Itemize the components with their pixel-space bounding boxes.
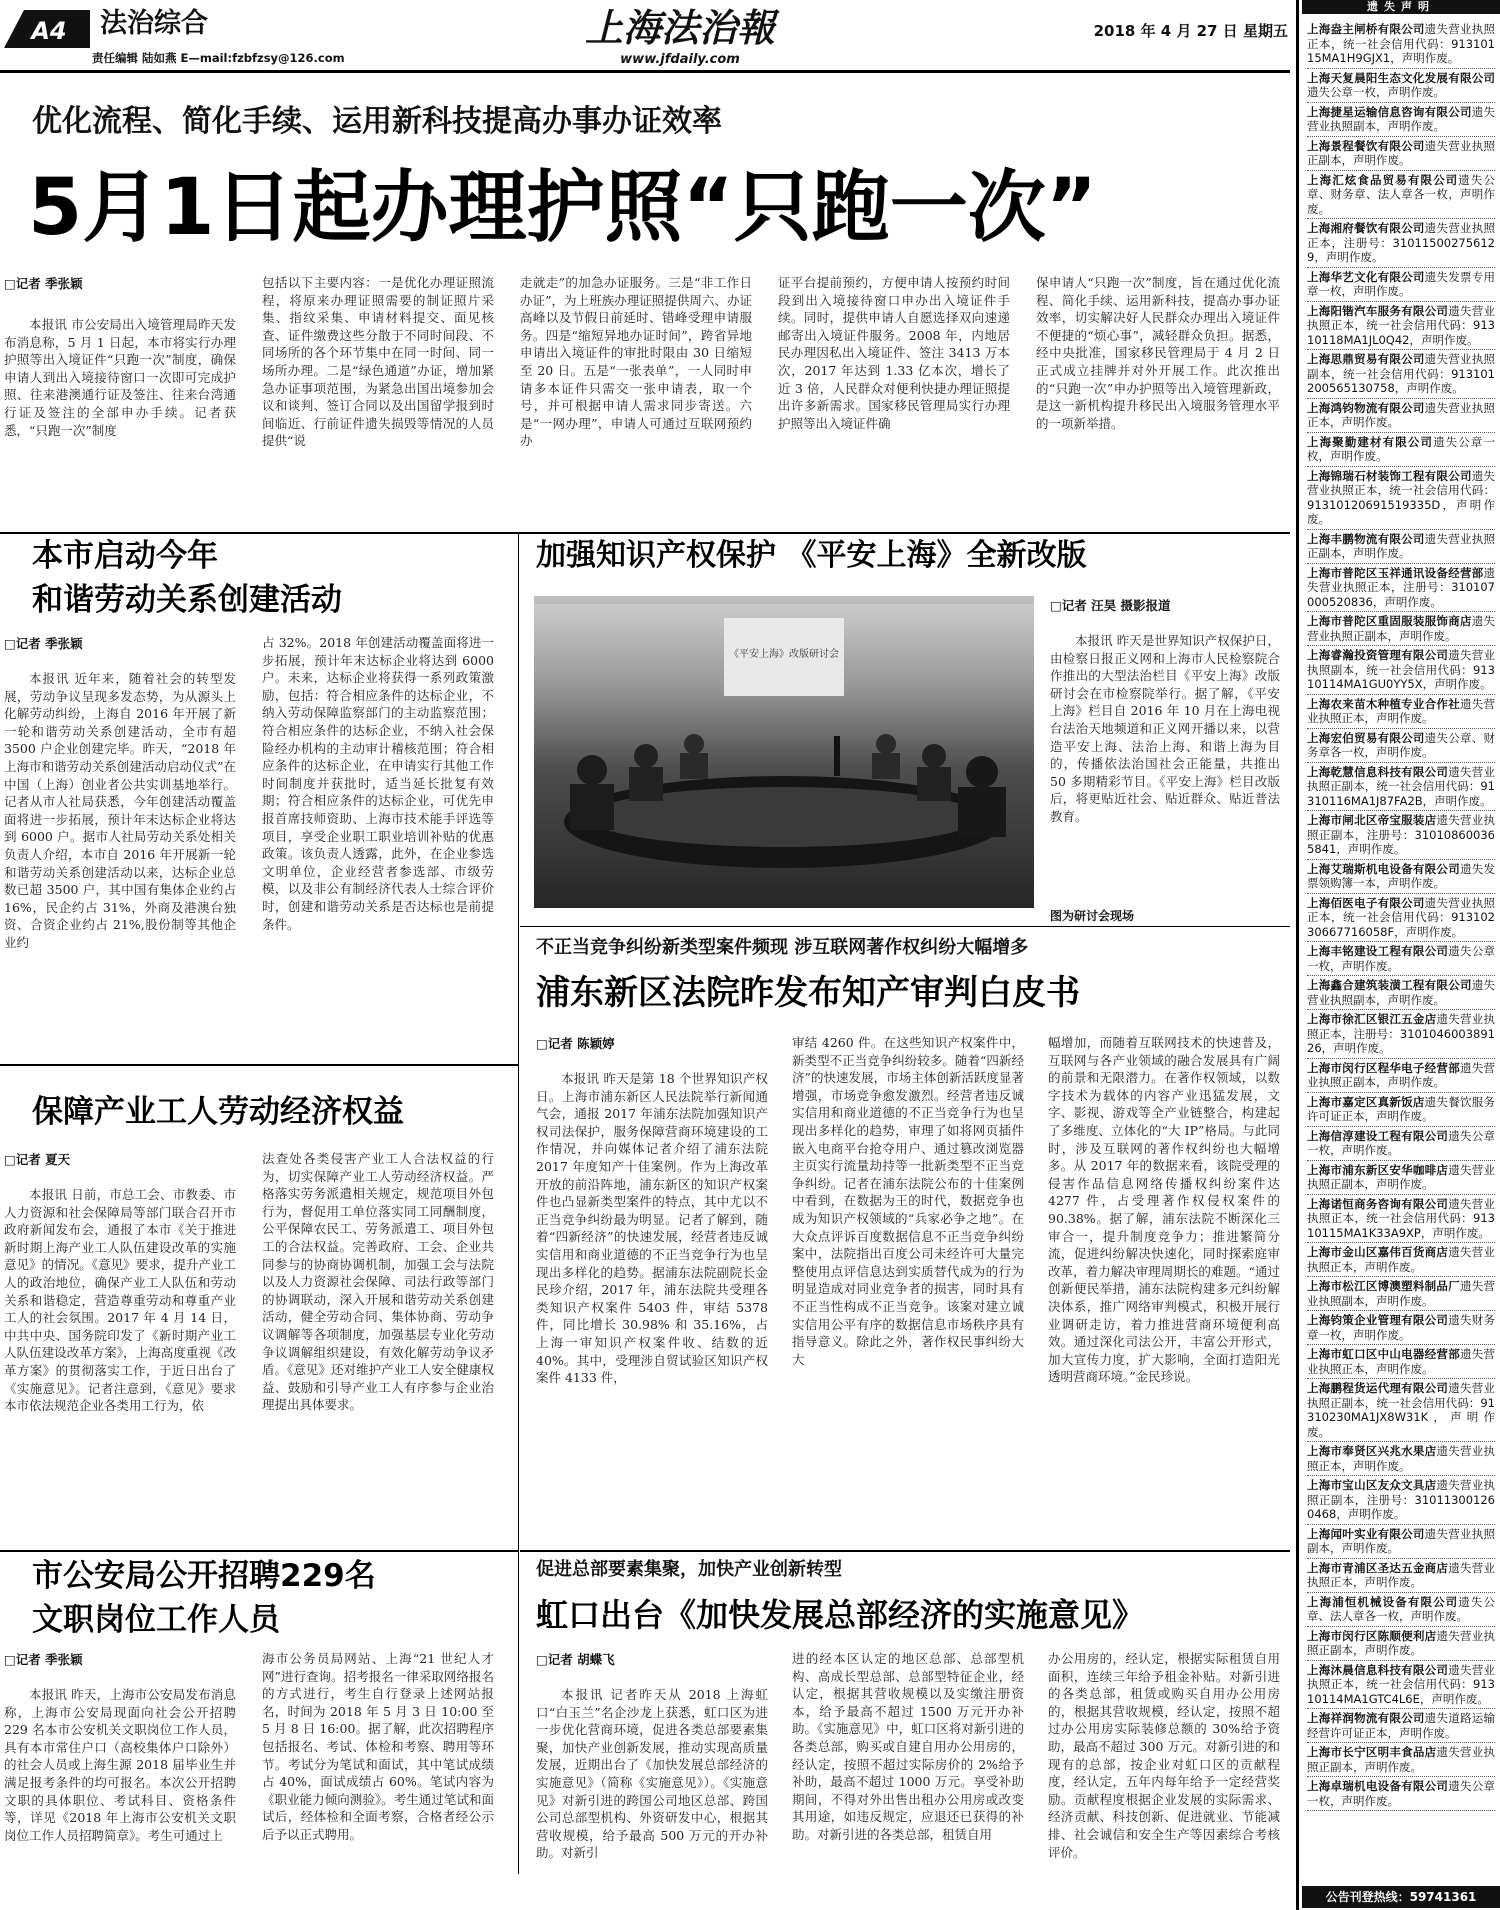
notice-company: 上海浦恒机械设备有限公司 bbox=[1307, 1594, 1459, 1609]
notice-company: 上海景程餐饮有限公司 bbox=[1307, 138, 1425, 153]
notice-company: 上海市徐汇区银江五金店 bbox=[1307, 1012, 1437, 1026]
notice-company: 上海市奉贤区兴兆水果店 bbox=[1307, 1444, 1437, 1458]
notice-item bbox=[1307, 729, 1495, 763]
notice-item bbox=[1307, 1777, 1495, 1811]
notice-text: 遗失发票专用章一枚，声明作废。 bbox=[1307, 269, 1496, 298]
notice-item bbox=[1307, 69, 1495, 103]
notice-text: 遗失公章、财务章各一枚，声明作废。 bbox=[1307, 730, 1496, 759]
notice-item bbox=[1307, 646, 1495, 695]
meeting-photo bbox=[534, 596, 1034, 908]
pudong-col-2 bbox=[792, 1034, 1024, 1548]
ip-body-text: 本报讯 昨天是世界知识产权保护日，由检察日报正义网和上海市人民检察院合作推出的大型法治栏目《平安上海》改版研讨会在市检察院举行。据了解，《平安上海》栏目自 2016 年 10 月在上海电视台法治天地频道和正义网开播以来，以营造平安上海、法治上海、和谐上海为目的，传播依法治国社会正能量，共推出 50 多期精彩节目。《平安上海》栏目改版后，将更贴近社会、贴近群众、贴近普法教育。 bbox=[1050, 633, 1280, 824]
notice-item bbox=[1307, 612, 1495, 646]
notice-text: 遗失营业执照正副本，注册号：310113001260468，声明作废。 bbox=[1307, 1478, 1496, 1521]
notice-text: 遗失营业执照正本，统一社会信用代码：91310115MA1H9GJX1，声明作废。 bbox=[1307, 22, 1496, 65]
lead-headline: 5月1日起办理护照“只跑一次” bbox=[28, 163, 1098, 253]
notice-company: 上海睿瀚投资管理有限公司 bbox=[1307, 648, 1449, 662]
notice-item bbox=[1307, 1593, 1495, 1627]
notice-item bbox=[1307, 103, 1495, 137]
notice-item bbox=[1307, 302, 1495, 351]
notice-company: 上海信淳建设工程有限公司 bbox=[1307, 1128, 1449, 1143]
masthead-rule bbox=[0, 70, 1290, 73]
notice-item bbox=[1307, 350, 1495, 399]
recruit-col-1-text: 本报讯 昨天，上海市公安局发布消息称，上海市公安局现面向社会公开招聘 229 名本市公安机关文职岗位工作人员，具有本市常住户口（高校集体户口除外）的社会人员或上海生源 2018 届毕业生并满足报考条件的均可报名。本次公开招聘文职的具体职位、考试科目、资格条件等，详见《2018 年上海市公安机关文职岗位工作人员招聘简章》。考生可通过上 bbox=[4, 1687, 236, 1843]
notice-item bbox=[1307, 1442, 1495, 1476]
notice-company: 上海市虹口区中山电器经营部 bbox=[1307, 1347, 1460, 1361]
notice-company: 上海聚勤建材有限公司 bbox=[1307, 434, 1434, 449]
left-column-divider bbox=[518, 534, 519, 1874]
notice-text: 遗失道路运输经营许可证正本，声明作废。 bbox=[1307, 1711, 1496, 1740]
labor-col-1-text: 本报讯 近年来，随着社会的转型发展，劳动争议呈现多发态势，为从源头上化解劳动纠纷，上海自 2016 年开展了新一轮和谐劳动关系创建活动，全市有超 3500 户企业创建完毕。昨天，“2018 年上海市和谐劳动关系创建活动启动仪式”在中国（上海）创业者公共实训基地举行。记者从市人社局获悉，今年创建活动覆盖面将进一步拓展，预计年末达标企业将达到 6000 户。据市人社局劳动关系处相关负责人介绍，本市自 2016 年开展新一轮和谐劳动关系创建活动以来，达标企业总数已超 3500 户，其中国有集体企业约占 16%，民企约占 31%，外商及港澳台独资、合资企业约占 21%,股份制等其他企业约 bbox=[4, 671, 236, 950]
notice-company: 上海湘府餐饮有限公司 bbox=[1307, 221, 1425, 235]
notice-text: 遗失营业执照正副本，统一社会信用代码：91310230MA1JX8W31K，声明作废。 bbox=[1307, 1381, 1496, 1439]
notice-text: 遗失营业执照正本，声明作废。 bbox=[1307, 1560, 1496, 1589]
website: www.jfdaily.com bbox=[620, 52, 740, 67]
hongkou-col-1-text: 本报讯 记者昨天从 2018 上海虹口“白玉兰”名企沙龙上获悉，虹口区为进一步优化营商环境，促进各类总部要素集聚，加快产业创新发展，推动实现高质量发展，近期出台了《加快发展总部经济的实施意见》（简称《实施意见》）。《实施意见》对新引进的跨国公司地区总部、跨国公司总部型机构、外资研发中心，根据其营收规模，给予最高 500 万元的开办补助。对新引 bbox=[536, 1687, 768, 1861]
recruit-headline-line-2: 文职岗位工作人员 bbox=[32, 1602, 280, 1638]
notice-text: 遗失营业执照副本，声明作废。 bbox=[1307, 1526, 1496, 1555]
notice-item bbox=[1307, 1161, 1495, 1195]
notice-text: 遗失发票领购簿一本，声明作废。 bbox=[1307, 861, 1496, 890]
notice-text: 遗失公章一枚，声明作废。 bbox=[1307, 1128, 1496, 1157]
notice-company: 上海阳锴汽车服务有限公司 bbox=[1307, 303, 1449, 318]
notice-text: 遗失营业执照正副本，声明作废。 bbox=[1307, 1162, 1496, 1191]
notice-company: 上海鑫合建筑装潢工程有限公司 bbox=[1307, 978, 1472, 992]
notice-text: 遗失营业执照正副本，注册号：310108600365841，声明作废。 bbox=[1307, 813, 1496, 856]
notice-item bbox=[1307, 1661, 1495, 1710]
pudong-col-2-text: 审结 4260 件。在这些知识产权案件中，新类型不正当竞争纠纷较多。随着“四新经济”的快速发展，市场主体创新活跃度显著增强，市场竞争愈发激烈。经营者违反诚实信用和商业道德的不正当竞争行为也呈现出多样化的趋势，审理了如将网页插件嵌入电商平台抢夺用户、通过篡改浏览器主页实行流量劫持等一批新类型不正当竞争纠纷。记者在浦东法院公布的十佳案例中看到，在数据为王的时代，数据竞争也成为知识产权领域的“兵家必争之地”。在大众点评诉百度数据信息不正当竞争纠纷案中，法院指出百度公司未经许可大量完整使用点评信息达到实质替代成为的行为明显造成对同业竞争者的损害，同时具有不正当性构成不正当竞争。该案对建立诚实信用公平有序的数据信息市场秩序具有指导意义。除此之外，著作权民事纠纷大大 bbox=[792, 1035, 1024, 1367]
hongkou-col-2 bbox=[792, 1650, 1024, 1906]
page-badge bbox=[0, 6, 92, 50]
pudong-col-3-text: 幅增加，而随着互联网技术的快速普及，互联网与各产业领域的融合发展具有广阔的前景和无限潜力。在著作权领域，以数字技术为载体的内容产业迅猛发展，文字、影视、游戏等全产业链整合，构建起了多维度、立体化的“大 IP”格局。与此同时，涉及互联网的著作权纠纷也大幅增多。从 2017 年的数据来看，该院受理的侵害作品信息网络传播权纠纷案件达 4277 件，占受理著作权侵权案件的 90.38%。据了解，浦东法院不断深化三审合一，提升制度竞争力；推进繁简分流，促进纠纷解决快速化，同时探索庭审改革，着力解决审理周期长的难题。“通过创新便民举措，浦东法院构建多元纠纷解决体系，推广网络审判模式，积极开展行业调研走访，着力推进营商环境便利高效。通过深化司法公开，丰富公开形式，加大宣传力度，扩大影响，全面打造阳光透明营商环境。”金民珍说。 bbox=[1048, 1035, 1280, 1385]
lead-col-5 bbox=[1036, 274, 1280, 528]
labor-headline-line-1: 本市启动今年 bbox=[32, 538, 218, 574]
notice-text: 遗失营业执照正本，注册号：310104600389126，声明作废。 bbox=[1307, 1012, 1496, 1055]
notice-item bbox=[1307, 1476, 1495, 1525]
notice-text: 遗失财务章一枚，声明作废。 bbox=[1307, 1313, 1496, 1342]
notice-company: 上海捷星运输信息咨询有限公司 bbox=[1307, 104, 1472, 119]
notice-company: 上海诺恒商务咨询有限公司 bbox=[1307, 1196, 1449, 1211]
notice-text: 遗失营业执照正本，统一社会信用代码：91310230667716058F，声明作废。 bbox=[1307, 895, 1496, 939]
labor-col-2-text: 占 32%。2018 年创建活动覆盖面将进一步拓展，预计年末达标企业将达到 6000 户。未来，达标企业将获得一系列政策激励，包括：符合相应条件的达标企业，不纳入劳动保障监察部门的主动监察范围；符合相应条件的达标企业，不纳入社会保险经办机构的主动审计稽核范围；符合相应条件的达标企业，在申请实行其他工作时间制度并获批时，适当延长批复有效期；符合相应条件的达标企业，可优先申报首席技师资助、上海市技术能手评选等项目，享受企业职工职业培训补贴的优惠政策。该负责人透露，此外，在企业参选文明单位，企业经营者参选部、市级劳模，以及非公有制经济代表人士综合评价时，创建和谐劳动关系是否达标也是前提条件。 bbox=[262, 635, 494, 932]
workers-col-1-text: 本报讯 日前，市总工会、市教委、市人力资源和社会保障局等部门联合召开市政府新闻发布会，通报了本市《关于推进新时期上海产业工人队伍建设改革的实施意见》的情况。《意见》要求，提升产业工人的政治地位，确保产业工人队伍和劳动关系和谐稳定，营造尊重劳动和尊重产业工人的社会氛围。2017 年 4 月 14 日，中共中央、国务院印发了《新时期产业工人队伍建设改革方案》，上海高度重视《改革方案》的贯彻落实工作，于近日出台了《实施意见》。记者注意到，《意见》要求本市依法规范企业各类用工行为，依 bbox=[4, 1187, 236, 1414]
notice-text: 遗失营业执照正本，注册号：310115002756129，声明作废。 bbox=[1307, 221, 1496, 264]
notice-company: 上海市浦东新区安华咖啡店 bbox=[1307, 1162, 1449, 1177]
notice-item bbox=[1307, 763, 1495, 812]
lead-col-4-text: 证平台提前预约，方便申请人按预约时间段到出入境接待窗口申办出入境证件手续。同时，提供申请人自愿选择双向速递邮寄出入境证件服务。2008 年，内地居民办理因私出入境证件、签注 3413 万本次，2017 年达到 1.33 亿本次，增长了近 3 倍，人民群众对便利快捷办理证照提出许多新需求。国家移民管理局实行办理护照等出入境证件确 bbox=[778, 275, 1010, 431]
notice-text: 遗失餐饮服务许可证正本，声明作废。 bbox=[1307, 1094, 1496, 1123]
hongkou-byline: □记者 胡蝶飞 bbox=[536, 1652, 615, 1667]
notice-company: 上海丰铭建设工程有限公司 bbox=[1307, 944, 1449, 958]
lead-col-2 bbox=[262, 274, 494, 528]
notice-company: 上海乾慧信息科技有限公司 bbox=[1307, 764, 1449, 779]
paper-nameplate: 上海法治報 bbox=[584, 5, 775, 50]
lead-col-5-text: 保申请人“只跑一次”制度，旨在通过优化流程、简化手续、运用新科技，提高办事办证效率，切实解决好人民群众办理出入境证件不便捷的“烦心事”，减轻群众负担。据悉，经中央批准，国家移民管理局于 4 月 2 日正式成立挂牌并对外开展工作。此次推出的“只跑一次”申办护照等出入境管理新政，是这一新机构提升移民出入境服务管理水平的一项新举措。 bbox=[1036, 275, 1280, 431]
workers-bottom-rule bbox=[0, 1550, 518, 1552]
notice-text: 遗失营业执照正副本，声明作废。 bbox=[1307, 1745, 1496, 1774]
notice-company: 上海锦瑞石材装饰工程有限公司 bbox=[1307, 468, 1472, 483]
notice-item bbox=[1307, 1311, 1495, 1345]
notice-item bbox=[1307, 1093, 1495, 1127]
notice-text: 遗失营业执照正本，统一社会信用代码：91310120691519335D，声明作废。 bbox=[1307, 468, 1496, 526]
notice-item bbox=[1307, 1743, 1495, 1777]
photo-caption: 图为研讨会现场 bbox=[1050, 909, 1135, 923]
notice-company: 上海思鼎贸易有限公司 bbox=[1307, 352, 1425, 366]
notice-company: 上海市闵行区程华电子经营部 bbox=[1307, 1060, 1460, 1075]
meeting-photo-art bbox=[534, 596, 1034, 908]
notice-item bbox=[1307, 399, 1495, 433]
ip-body bbox=[1050, 632, 1280, 908]
labor-headline-line-2: 和谐劳动关系创建活动 bbox=[32, 582, 342, 618]
notice-text: 遗失营业执照副本，统一社会信用代码：913101200565130758，声明作废。 bbox=[1307, 352, 1496, 395]
notice-text: 遗失营业执照正副本，声明作废。 bbox=[1307, 1628, 1496, 1657]
notice-item bbox=[1307, 171, 1495, 220]
notice-text: 遗失营业执照正本，声明作废。 bbox=[1307, 400, 1496, 429]
notice-text: 遗失营业执照正副本，声明作废。 bbox=[1307, 531, 1496, 560]
notice-company: 上海市宝山区友众文具店 bbox=[1307, 1478, 1437, 1492]
notice-text: 遗失公章、财务章、法人章各一枚，声明作废。 bbox=[1307, 172, 1496, 216]
labor-col-1 bbox=[4, 670, 236, 1056]
notice-text: 遗失营业执照正本，统一社会信用代码：91310114MA1GTC4L6E，声明作废。 bbox=[1307, 1662, 1496, 1706]
notice-company: 上海华艺文化有限公司 bbox=[1307, 269, 1425, 284]
ip-bottom-rule bbox=[520, 926, 1290, 927]
labor-col-2 bbox=[262, 634, 494, 1056]
notice-item bbox=[1307, 811, 1495, 860]
editor-credit: 责任编辑 陆如燕 E—mail:fzbfzsy@126.com bbox=[92, 51, 345, 65]
notice-item bbox=[1307, 860, 1495, 894]
notice-text: 遗失营业执照正副本，声明作废。 bbox=[1307, 614, 1496, 643]
notice-company: 上海鸿钧物流有限公司 bbox=[1307, 400, 1425, 415]
pudong-col-1 bbox=[536, 1070, 768, 1548]
notice-text: 遗失营业执照副本，声明作废。 bbox=[1307, 978, 1496, 1007]
pudong-byline: □记者 陈颖婷 bbox=[536, 1036, 615, 1051]
notice-company: 上海农来苗木种植专业合作社 bbox=[1307, 696, 1460, 711]
notice-company: 上海市长宁区明丰食品店 bbox=[1307, 1745, 1437, 1759]
hongkou-kicker: 促进总部要素集聚，加快产业创新转型 bbox=[536, 1559, 842, 1580]
notice-item bbox=[1307, 976, 1495, 1010]
notice-text: 遗失营业执照副本，统一社会信用代码：91310114MA1GU0YY5X，声明作废。 bbox=[1307, 648, 1496, 691]
notice-item bbox=[1307, 268, 1495, 302]
ad-strip-border bbox=[1296, 0, 1299, 1910]
workers-headline: 保障产业工人劳动经济权益 bbox=[32, 1094, 404, 1130]
notice-text: 遗失营业执照正本，声明作废。 bbox=[1307, 1444, 1496, 1473]
recruit-col-2 bbox=[262, 1650, 494, 1906]
notice-text: 遗失营业执照副本，声明作废。 bbox=[1307, 1279, 1496, 1308]
notice-company: 上海汇炫食品贸易有限公司 bbox=[1307, 172, 1459, 187]
pudong-headline: 浦东新区法院昨发布知产审判白皮书 bbox=[536, 973, 1080, 1013]
notice-item bbox=[1307, 1379, 1495, 1442]
pudong-kicker: 不正当竞争纠纷新类型案件频现 涉互联网著作权纠纷大幅增多 bbox=[536, 937, 1029, 958]
notice-text: 遗失公章一枚，声明作废。 bbox=[1307, 85, 1445, 99]
notice-item bbox=[1307, 1525, 1495, 1559]
notice-item bbox=[1307, 942, 1495, 976]
notice-text: 遗失公章一枚，声明作废。 bbox=[1307, 944, 1496, 973]
notice-item bbox=[1307, 467, 1495, 530]
notice-text: 遗失营业执照正本，统一社会信用代码：91310118MA1JL0Q42，声明作废。 bbox=[1307, 303, 1496, 347]
ip-byline: □记者 汪昊 摄影报道 bbox=[1050, 598, 1171, 613]
notice-company: 上海祥润物流有限公司 bbox=[1307, 1711, 1425, 1725]
workers-col-2-text: 法查处各类侵害产业工人合法权益的行为，切实保障产业工人劳动经济权益。严格落实劳务派遣相关规定，规范项目外包行为，督促用工单位落实同工同酬制度，公平保障农民工、劳务派遣工、项目外包工的合法权益。完善政府、工会、企业共同参与的协商协调机制，加强工会与法院以及人力资源社会保障、司法行政等部门的协调联动，深入开展和谐劳动关系创建活动，健全劳动合同、集体协商、劳动争议调解等各项制度，加强基层专业化劳动争议调解组织建设，有效化解劳动争议矛盾。《意见》还对维护产业工人安全健康权益、鼓励和引导产业工人有序参与企业治理提出具体要求。 bbox=[262, 1151, 494, 1413]
notice-item bbox=[1307, 894, 1495, 943]
workers-col-2 bbox=[262, 1150, 494, 1548]
notice-text: 遗失营业执照正本，声明作废。 bbox=[1307, 696, 1496, 725]
labor-bottom-rule bbox=[0, 1064, 518, 1066]
notice-item bbox=[1307, 1709, 1495, 1743]
hongkou-headline: 虹口出台《加快发展总部经济的实施意见》 bbox=[536, 1596, 1145, 1634]
notice-company: 上海市青浦区圣达五金商店 bbox=[1307, 1560, 1449, 1575]
notice-text: 遗失营业执照正本，注册号：310107000520836，声明作废。 bbox=[1307, 565, 1495, 609]
ad-hotline: 公告刊登热线：59741361 bbox=[1302, 1886, 1500, 1908]
notice-item bbox=[1307, 695, 1495, 729]
notice-company: 上海市松江区博澳塑料制品厂 bbox=[1307, 1279, 1460, 1293]
pudong-col-1-text: 本报讯 昨天是第 18 个世界知识产权日。上海市浦东新区人民法院举行新闻通气会，通报 2017 年浦东法院加强知识产权司法保护，服务保障营商环境建设的工作情况，并向媒体记者介绍了浦东法院 2017 年度知产十佳案例。作为上海改革开放的前沿阵地，浦东新区的知识产权案件也凸显新类型案件的特点，其中尤以不正当竞争纠纷最为明显。记者了解到，随着“四新经济”的快速发展，经营者违反诚实信用和商业道德的不正当竞争行为也呈现出多样化的趋势。据浦东法院副院长金民珍介绍，2017 年，浦东法院共受理各类知识产权案件 5403 件，审结 5378 件，同比增长 30.98% 和 35.16%，占上海一审知识产权案件收、结数的近 40%。其中，受理涉自贸试验区知识产权案件 4133 件， bbox=[536, 1071, 768, 1386]
ad-panel-title: 遗失声明 bbox=[1302, 0, 1500, 14]
notice-company: 上海闻叶实业有限公司 bbox=[1307, 1526, 1425, 1541]
lead-col-3-text: 走就走”的加急办证服务。三是“非工作日办证”，为上班族办理证照提供周六、办证高峰以及节假日前延时、错峰受理申请服务。四是“缩短异地办证时间”，跨省异地申请出入境证件的审批时限由 30 日缩短至 20 日。五是“一张表单”，一人同时申请多本证件只需交一张申请表，取一个号，并可根据申请人需求同步寄送。六是“一网办理”，申请人可通过互联网预约办 bbox=[520, 275, 752, 449]
lead-col-3 bbox=[520, 274, 752, 528]
notice-text: 遗失公章、法人章各一枚，声明作废。 bbox=[1307, 1594, 1496, 1623]
recruit-col-2-text: 海市公务员局网站、上海“21 世纪人才网”进行查询。招考报名一律采取网络报名的方式进行，考生自行登录上述网站报名，时间为 2018 年 5 月 3 日 10:00 至 5 月 8 日 16:00。据了解，此次招聘程序包括报名、考试、体检和考察、聘用等环节。考试分为笔试和面试，其中笔试成绩占 40%，面试成绩占 60%。笔试内容为《职业能力倾向测验》。考生通过笔试和面试后，经体检和全面考察，合格者经公示后予以正式聘用。 bbox=[262, 1651, 494, 1842]
workers-col-1 bbox=[4, 1186, 236, 1548]
issue-date: 2018 年 4 月 27 日 星期五 bbox=[1093, 22, 1288, 40]
lead-col-4 bbox=[778, 274, 1010, 528]
recruit-byline: □记者 季张颖 bbox=[4, 1652, 83, 1667]
page-number: A4 bbox=[31, 17, 67, 45]
recruit-headline-line-1: 市公安局公开招聘229名 bbox=[32, 1558, 376, 1594]
pudong-col-3 bbox=[1048, 1034, 1280, 1548]
notice-company: 上海天复晨阳生态文化发展有限公司 bbox=[1307, 70, 1495, 85]
lead-col-1-text: 本报讯 市公安局出入境管理局昨天发布消息称，5 月 1 日起，本市将实行办理护照等出入境证件“只跑一次”制度，确保申请人到出入境接待窗口一次即可完成护照、往来港澳通行证及签注、往来台湾通行证及签注的全部申办手续。记者获悉，“只跑一次”制度 bbox=[4, 317, 236, 438]
notice-item bbox=[1307, 1010, 1495, 1059]
notice-text: 遗失营业执照正副本，声明作废。 bbox=[1307, 138, 1496, 167]
notice-item bbox=[1307, 1345, 1495, 1379]
notice-company: 上海市普陀区玉祥通讯设备经营部 bbox=[1307, 565, 1484, 580]
notice-company: 上海市普陀区重固服装服饰商店 bbox=[1307, 614, 1472, 628]
notice-text: 遗失营业执照正副本，声明作废。 bbox=[1307, 1060, 1496, 1089]
notice-company: 上海艾瑞斯机电设备有限公司 bbox=[1307, 861, 1460, 876]
notice-item bbox=[1307, 219, 1495, 268]
recruit-col-1 bbox=[4, 1686, 236, 1906]
notice-text: 遗失营业执照副本，声明作废。 bbox=[1307, 104, 1496, 133]
hongkou-col-3 bbox=[1048, 1650, 1280, 1906]
pudong-bottom-rule bbox=[520, 1550, 1290, 1552]
screen-title: 《平安上海》改版研讨会 bbox=[729, 649, 839, 660]
notice-text: 遗失营业执照正本，声明作废。 bbox=[1307, 1347, 1496, 1376]
notice-list bbox=[1302, 16, 1500, 1882]
notice-company: 上海盎主闸桥有限公司 bbox=[1307, 22, 1425, 36]
notice-item bbox=[1307, 1627, 1495, 1661]
notice-item bbox=[1307, 1243, 1495, 1277]
notice-company: 上海市闸北区帝宝服装店 bbox=[1307, 813, 1437, 827]
notice-company: 上海佰医电子有限公司 bbox=[1307, 895, 1425, 910]
notice-company: 上海鹏程货运代理有限公司 bbox=[1307, 1381, 1449, 1395]
notice-item bbox=[1307, 137, 1495, 171]
notice-item bbox=[1307, 1127, 1495, 1161]
notice-item bbox=[1307, 1059, 1495, 1093]
notice-text: 遗失公章一枚，声明作废。 bbox=[1307, 434, 1496, 463]
notice-item bbox=[1307, 1559, 1495, 1593]
notice-item bbox=[1307, 530, 1495, 564]
lead-byline: □记者 季张颖 bbox=[4, 276, 83, 291]
notice-company: 上海宏伯贸易有限公司 bbox=[1307, 730, 1425, 745]
notice-company: 上海钧策企业管理有限公司 bbox=[1307, 1313, 1449, 1327]
hongkou-col-2-text: 进的经本区认定的地区总部、总部型机构、高成长型总部、总部型特征企业，经认定，根据其营收规模以及实缴注册资本，给予最高不超过 1500 万元开办补助。《实施意见》中，虹口区将对新引进的各类总部，购买或自建自用办公用房的，经认定，按照不超过实际房价的 2%给予补助，最高不超过 1000 万元。享受补助期间，不得对外出售出租办公用房或改变其用途，如违反规定，应退还已获得的补助。对新引进的各类总部，租赁自用 bbox=[792, 1651, 1024, 1842]
notice-item bbox=[1307, 564, 1495, 613]
notice-company: 上海沐晨信息科技有限公司 bbox=[1307, 1662, 1449, 1677]
lead-col-1 bbox=[4, 316, 236, 528]
notice-company: 上海卓瑞机电设备有限公司 bbox=[1307, 1779, 1449, 1793]
hongkou-col-1 bbox=[536, 1686, 768, 1906]
notice-text: 遗失公章一枚，声明作废。 bbox=[1307, 1779, 1496, 1808]
notice-text: 遗失营业执照正副本，统一社会信用代码：91310116MA1J87FA2B，声明作废。 bbox=[1307, 764, 1496, 808]
notice-company: 上海市闵行区陈顺便利店 bbox=[1307, 1628, 1437, 1643]
notice-company: 上海丰鹏物流有限公司 bbox=[1307, 531, 1425, 546]
notice-text: 遗失营业执照正本，声明作废。 bbox=[1307, 1245, 1496, 1274]
notice-item bbox=[1307, 1277, 1495, 1311]
notice-item bbox=[1307, 1195, 1495, 1244]
notice-company: 上海市嘉定区真新饭店 bbox=[1307, 1094, 1425, 1109]
hongkou-col-3-text: 办公用房的，经认定，根据实际租赁自用面积，连续三年给予租金补贴。对新引进的各类总部，租赁或购买自用办公用房的，根据其营收规模，经认定，按照不超过办公用房实际装修总额的 30%给予资助，最高不超过 300 万元。对新引进的和现有的总部，按企业对虹口区的贡献程度，经认定，五年内每年给予一定经营奖励。贡献程度根据企业发展的实际需求、经济贡献、科技创新、促进就业、节能减排、社会诚信和安全生产等因素综合考核评价。 bbox=[1048, 1651, 1280, 1860]
labor-byline: □记者 季张颖 bbox=[4, 636, 83, 651]
lead-col-2-text: 包括以下主要内容：一是优化办理证照流程，将原来办理证照需要的制证照片采集、指纹采集、申请材料提交、面见核查、证件缴费这些分散于不同时间段、不同场所的各个环节集中在同一时间、同一场所办理。二是“绿色通道”办证，增加紧急办证事项范围，为紧急出国出境参加会议和谈判、签订合同以及出国留学报到时间临近、行前证件遗失损毁等情况的人员提供“说 bbox=[262, 275, 494, 449]
ip-headline: 加强知识产权保护 《平安上海》全新改版 bbox=[536, 538, 1087, 573]
lead-kicker: 优化流程、简化手续、运用新科技提高办事办证效率 bbox=[32, 104, 722, 139]
notice-item bbox=[1307, 20, 1495, 69]
notice-text: 遗失营业执照正本，统一社会信用代码：91310115MA1K33A9XP，声明作废。 bbox=[1307, 1196, 1496, 1240]
workers-byline: □记者 夏天 bbox=[4, 1152, 71, 1167]
section-name: 法治综合 bbox=[100, 8, 208, 39]
notice-item bbox=[1307, 433, 1495, 467]
notice-company: 上海市金山区嘉伟百货商店 bbox=[1307, 1245, 1449, 1259]
